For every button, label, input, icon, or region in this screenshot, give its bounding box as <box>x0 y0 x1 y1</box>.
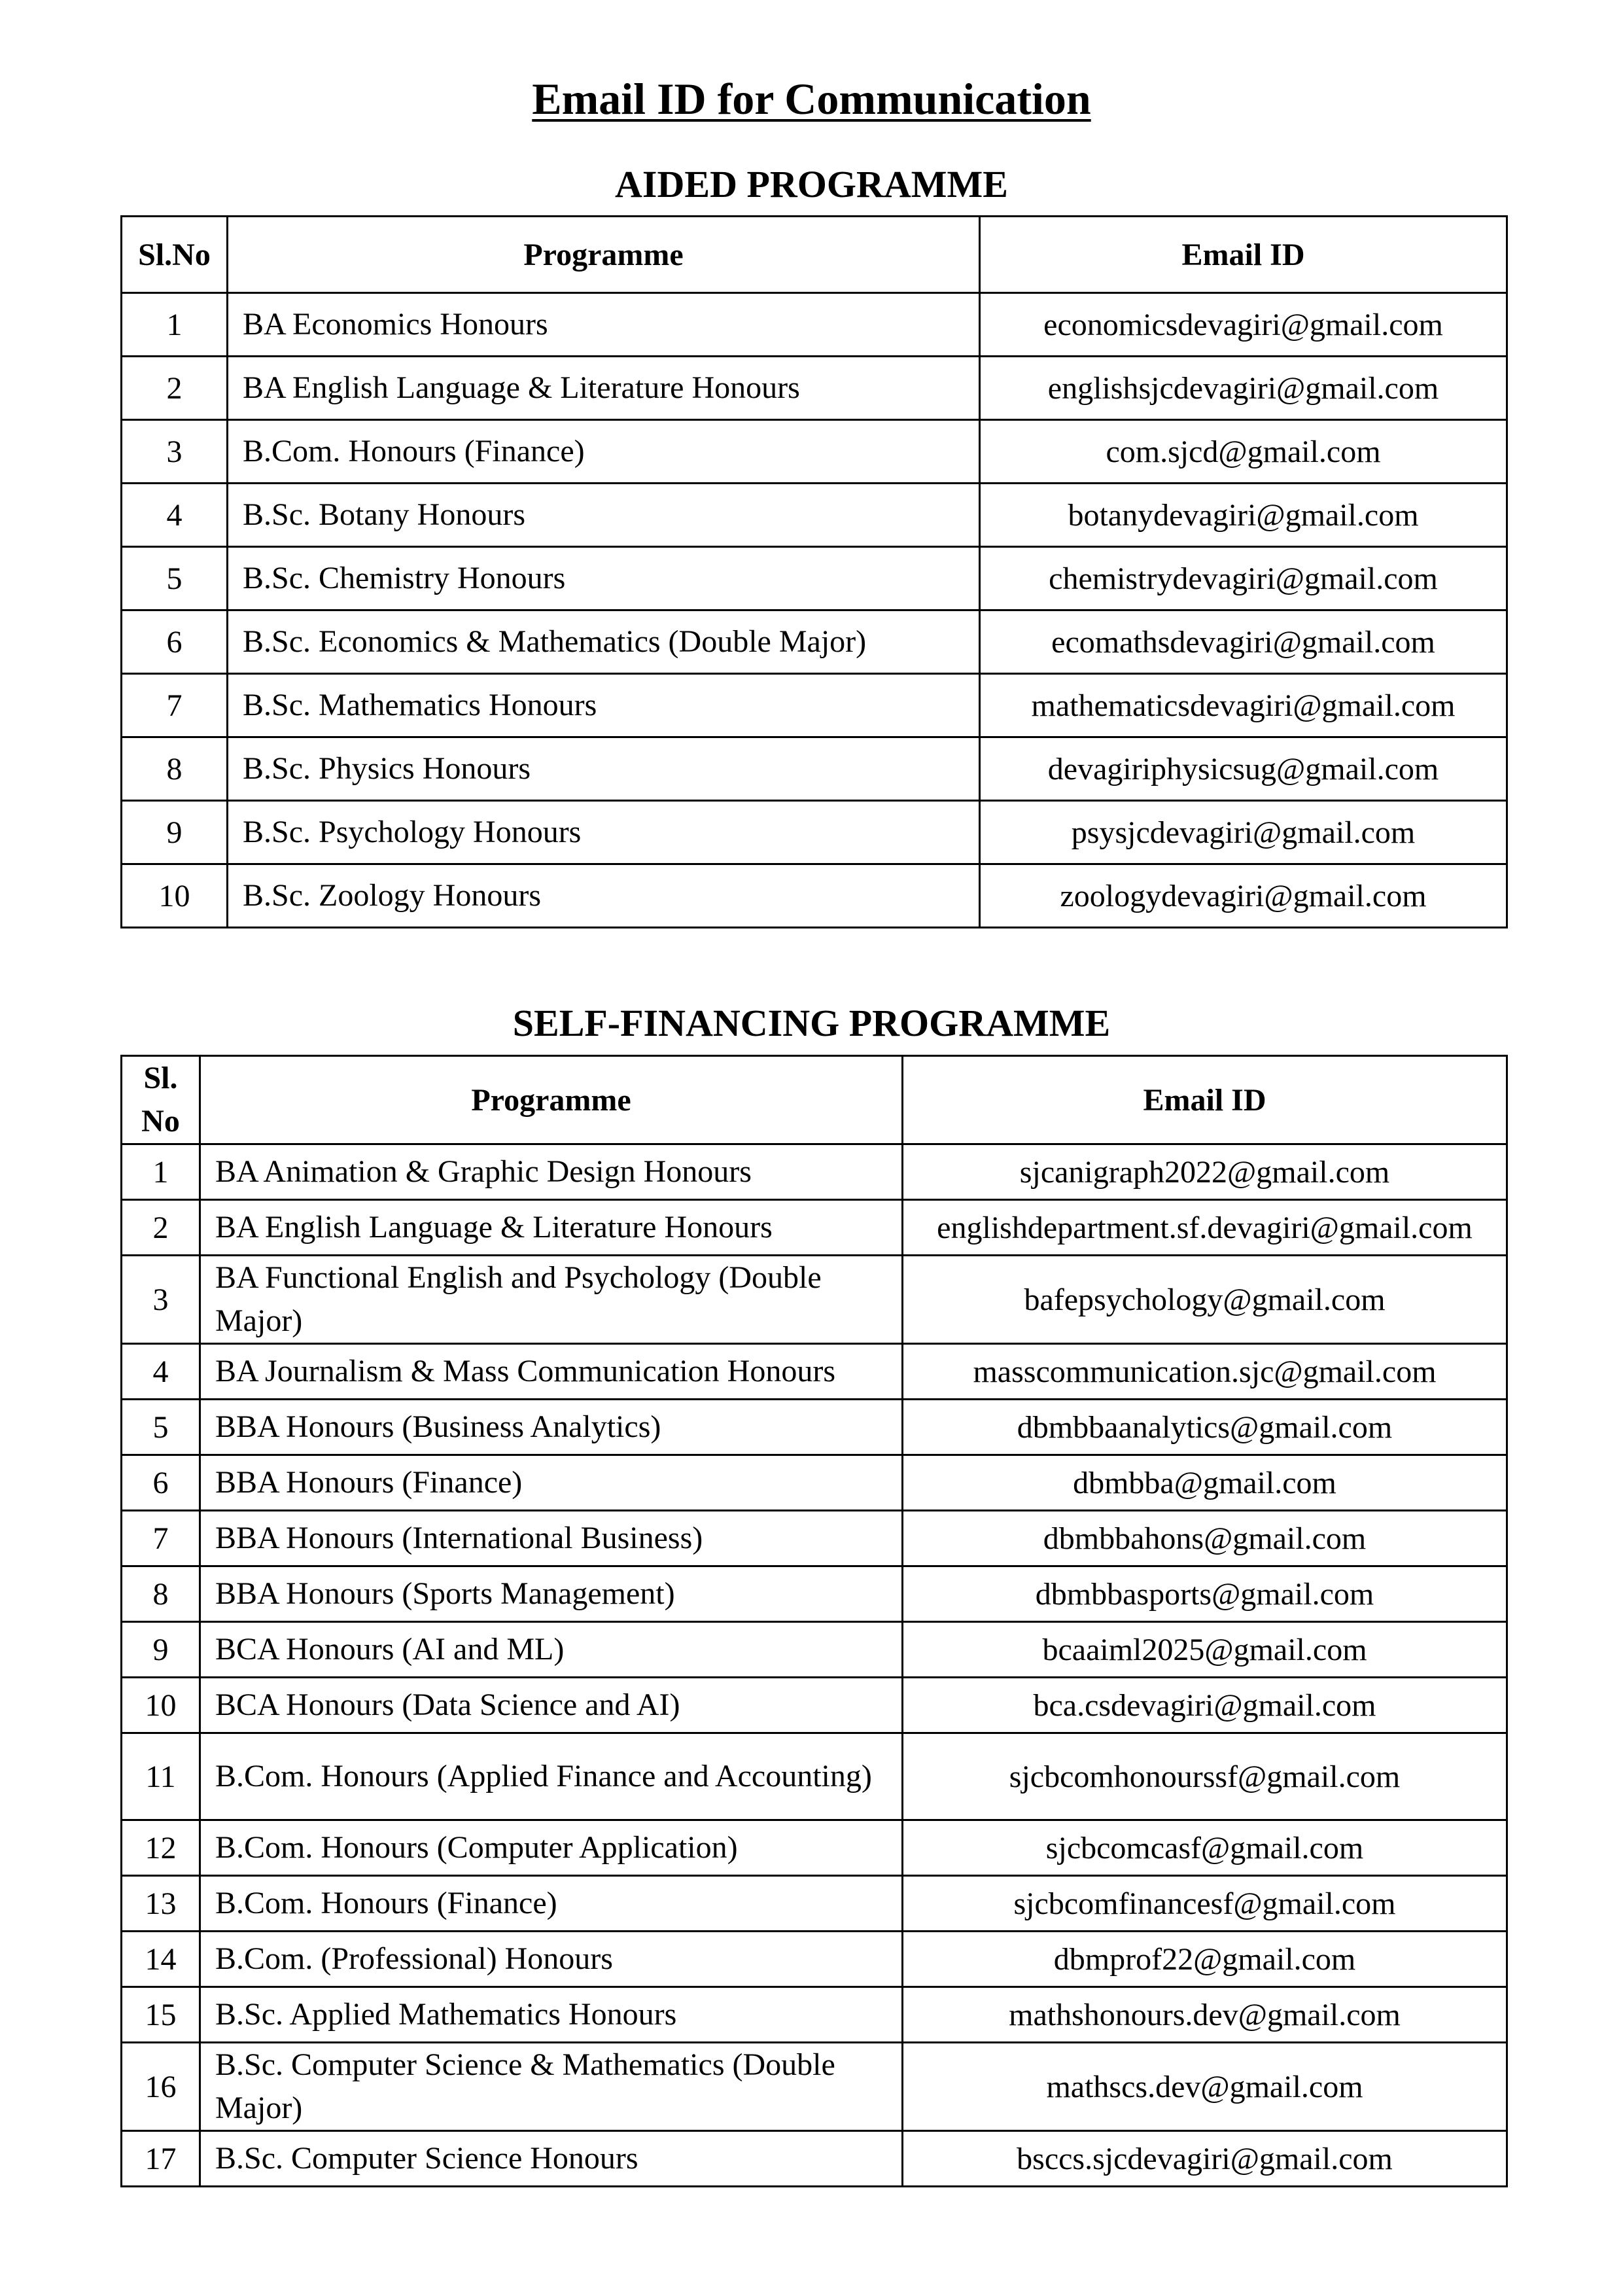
sl-no-cell: 3 <box>122 1256 200 1344</box>
sl-no-cell: 15 <box>122 1987 200 2043</box>
email-cell: chemistrydevagiri@gmail.com <box>980 547 1507 610</box>
table-row <box>122 864 1507 928</box>
programme-cell: B.Sc. Chemistry Honours <box>228 547 980 610</box>
table-row <box>122 2131 1507 2187</box>
sl-no-cell: 3 <box>122 420 228 484</box>
table-row <box>122 1622 1507 1678</box>
programme-cell: B.Sc. Psychology Honours <box>228 801 980 864</box>
table-row <box>122 1820 1507 1876</box>
sl-no-cell: 12 <box>122 1820 200 1876</box>
programme-cell: BBA Honours (International Business) <box>200 1511 903 1566</box>
programme-cell: BA Animation & Graphic Design Honours <box>200 1144 903 1200</box>
table-row <box>122 610 1507 674</box>
table-row <box>122 1400 1507 1455</box>
programme-cell: BCA Honours (AI and ML) <box>200 1622 903 1678</box>
email-cell: mathscs.dev@gmail.com <box>903 2043 1507 2131</box>
programme-cell: B.Com. Honours (Finance) <box>228 420 980 484</box>
sl-no-cell: 1 <box>122 293 228 357</box>
programme-cell: B.Sc. Applied Mathematics Honours <box>200 1987 903 2043</box>
email-cell: psysjcdevagiri@gmail.com <box>980 801 1507 864</box>
email-cell: dbmbbaanalytics@gmail.com <box>903 1400 1507 1455</box>
email-cell: masscommunication.sjc@gmail.com <box>903 1344 1507 1400</box>
email-cell: sjcbcomfinancesf@gmail.com <box>903 1876 1507 1932</box>
email-cell: dbmbbasports@gmail.com <box>903 1566 1507 1622</box>
sl-no-cell: 5 <box>122 1400 200 1455</box>
table-header-row <box>122 217 1507 293</box>
table-row <box>122 1733 1507 1820</box>
table-row <box>122 420 1507 484</box>
table-row <box>122 801 1507 864</box>
aided-programme-table <box>120 215 1508 928</box>
email-cell: dbmbbahons@gmail.com <box>903 1511 1507 1566</box>
self-financing-programme-table <box>120 1055 1508 2187</box>
email-cell: bsccs.sjcdevagiri@gmail.com <box>903 2131 1507 2187</box>
sl-no-cell: 11 <box>122 1733 200 1820</box>
email-cell: dbmbba@gmail.com <box>903 1455 1507 1511</box>
programme-cell: BBA Honours (Finance) <box>200 1455 903 1511</box>
sl-no-cell: 10 <box>122 1678 200 1733</box>
table-row <box>122 2043 1507 2131</box>
sl-no-cell: 10 <box>122 864 228 928</box>
sl-no-cell: 8 <box>122 737 228 801</box>
table-row <box>122 1144 1507 1200</box>
self-financing-section-heading: SELF-FINANCING PROGRAMME <box>512 1002 1111 1044</box>
email-cell: dbmprof22@gmail.com <box>903 1932 1507 1987</box>
programme-cell: BBA Honours (Business Analytics) <box>200 1400 903 1455</box>
sl-no-cell: 7 <box>122 1511 200 1566</box>
sl-no-cell: 8 <box>122 1566 200 1622</box>
email-cell: devagiriphysicsug@gmail.com <box>980 737 1507 801</box>
sl-no-cell: 14 <box>122 1932 200 1987</box>
sl-no-cell: 5 <box>122 547 228 610</box>
table-row <box>122 674 1507 737</box>
sl-no-cell: 6 <box>122 1455 200 1511</box>
column-header-programme: Programme <box>228 217 980 293</box>
page-title: Email ID for Communication <box>532 74 1091 124</box>
email-cell: sjcbcomcasf@gmail.com <box>903 1820 1507 1876</box>
email-cell: bcaaiml2025@gmail.com <box>903 1622 1507 1678</box>
email-cell: mathshonours.dev@gmail.com <box>903 1987 1507 2043</box>
table-row <box>122 547 1507 610</box>
programme-cell: B.Sc. Botany Honours <box>228 484 980 547</box>
email-cell: zoologydevagiri@gmail.com <box>980 864 1507 928</box>
aided-table-body <box>122 293 1507 928</box>
email-cell: bafepsychology@gmail.com <box>903 1256 1507 1344</box>
programme-cell: BCA Honours (Data Science and AI) <box>200 1678 903 1733</box>
programme-cell: B.Sc. Computer Science Honours <box>200 2131 903 2187</box>
column-header-sl-no: Sl.No <box>122 217 228 293</box>
sl-no-cell: 9 <box>122 801 228 864</box>
self-financing-table-body <box>122 1144 1507 2187</box>
column-header-programme: Programme <box>200 1056 903 1144</box>
email-cell: englishdepartment.sf.devagiri@gmail.com <box>903 1200 1507 1256</box>
programme-cell: B.Com. Honours (Computer Application) <box>200 1820 903 1876</box>
programme-cell: B.Sc. Economics & Mathematics (Double Major) <box>228 610 980 674</box>
programme-cell: B.Sc. Computer Science & Mathematics (Double Major) <box>200 2043 903 2131</box>
column-header-email-id: Email ID <box>980 217 1507 293</box>
table-row <box>122 1511 1507 1566</box>
table-row <box>122 1876 1507 1932</box>
email-cell: com.sjcd@gmail.com <box>980 420 1507 484</box>
email-cell: englishsjcdevagiri@gmail.com <box>980 357 1507 420</box>
sl-no-cell: 1 <box>122 1144 200 1200</box>
sl-no-cell: 4 <box>122 1344 200 1400</box>
programme-cell: B.Sc. Zoology Honours <box>228 864 980 928</box>
programme-cell: BA Functional English and Psychology (Double Major) <box>200 1256 903 1344</box>
column-header-sl-no: Sl. No <box>122 1056 200 1144</box>
aided-section-heading: AIDED PROGRAMME <box>615 163 1008 205</box>
programme-cell: B.Com. Honours (Finance) <box>200 1876 903 1932</box>
programme-cell: B.Com. (Professional) Honours <box>200 1932 903 1987</box>
sl-no-cell: 6 <box>122 610 228 674</box>
sl-no-cell: 2 <box>122 1200 200 1256</box>
table-row <box>122 1200 1507 1256</box>
programme-cell: B.Sc. Mathematics Honours <box>228 674 980 737</box>
sl-no-cell: 16 <box>122 2043 200 2131</box>
sl-no-cell: 9 <box>122 1622 200 1678</box>
table-row <box>122 1566 1507 1622</box>
table-row <box>122 1932 1507 1987</box>
email-cell: bca.csdevagiri@gmail.com <box>903 1678 1507 1733</box>
sl-no-cell: 2 <box>122 357 228 420</box>
programme-cell: B.Sc. Physics Honours <box>228 737 980 801</box>
sl-no-cell: 17 <box>122 2131 200 2187</box>
email-cell: sjcanigraph2022@gmail.com <box>903 1144 1507 1200</box>
email-cell: sjcbcomhonourssf@gmail.com <box>903 1733 1507 1820</box>
programme-cell: BBA Honours (Sports Management) <box>200 1566 903 1622</box>
email-cell: economicsdevagiri@gmail.com <box>980 293 1507 357</box>
programme-cell: BA Economics Honours <box>228 293 980 357</box>
table-row <box>122 1455 1507 1511</box>
programme-cell: BA English Language & Literature Honours <box>200 1200 903 1256</box>
programme-cell: BA English Language & Literature Honours <box>228 357 980 420</box>
sl-no-cell: 4 <box>122 484 228 547</box>
email-cell: botanydevagiri@gmail.com <box>980 484 1507 547</box>
table-row <box>122 1256 1507 1344</box>
programme-cell: B.Com. Honours (Applied Finance and Accounting) <box>200 1733 903 1820</box>
table-row <box>122 293 1507 357</box>
sl-no-cell: 7 <box>122 674 228 737</box>
table-row <box>122 1344 1507 1400</box>
table-row <box>122 484 1507 547</box>
table-header-row <box>122 1056 1507 1144</box>
table-row <box>122 737 1507 801</box>
column-header-email-id: Email ID <box>903 1056 1507 1144</box>
programme-cell: BA Journalism & Mass Communication Honours <box>200 1344 903 1400</box>
table-row <box>122 1678 1507 1733</box>
email-cell: mathematicsdevagiri@gmail.com <box>980 674 1507 737</box>
sl-no-cell: 13 <box>122 1876 200 1932</box>
table-row <box>122 1987 1507 2043</box>
table-row <box>122 357 1507 420</box>
email-cell: ecomathsdevagiri@gmail.com <box>980 610 1507 674</box>
